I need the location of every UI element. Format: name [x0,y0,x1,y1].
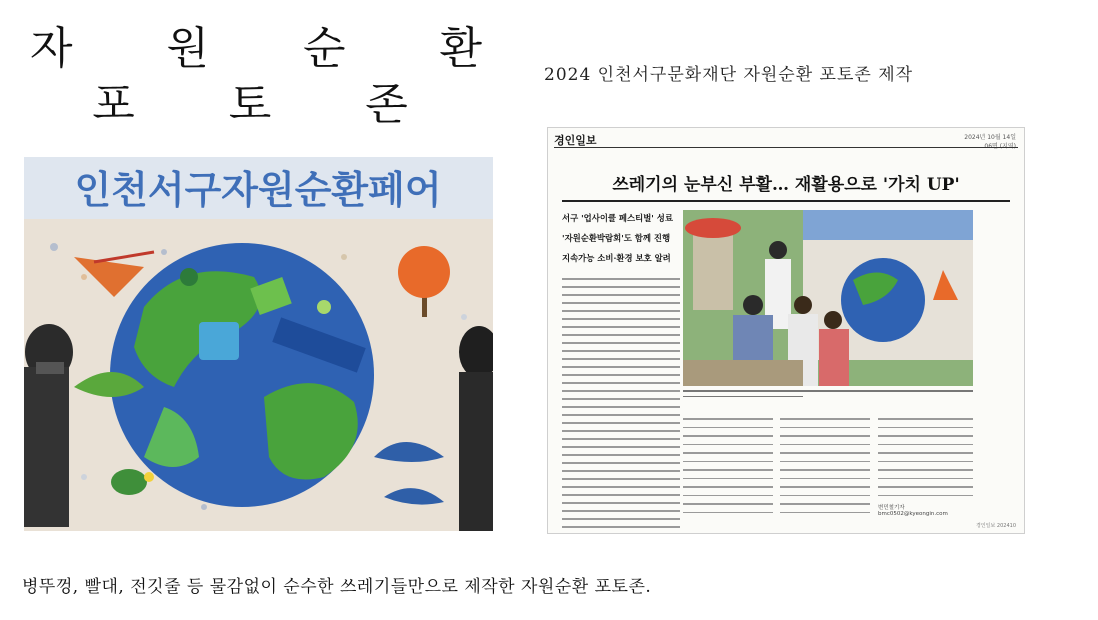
newspaper-clipping [547,127,1025,534]
mosaic-banner-text: 인천서구자원순환페어 [74,168,442,212]
subhead: 지속가능 소비·환경 보호 알려 [562,253,671,263]
article-body-column [780,418,870,520]
article-column-text [562,278,680,534]
subtitle: 2024 인천서구문화재단 자원순환 포토존 제작 [544,65,914,85]
newspaper-date: 2024년 10월 14일 06면 (지역) [964,134,1016,150]
newspaper-photo-illustration [683,210,973,386]
article-body-column [683,418,773,520]
article-body-column [878,418,973,517]
photo-caption: 병뚜껑, 빨대, 전깃줄 등 물감없이 순수한 쓰레기들만으로 제작한 자원순환 포토존. [22,577,652,597]
subhead: '자원순환박람회'도 함께 진행 [562,233,671,243]
newspaper-name: 경인일보 [554,134,597,147]
title-line-1: 자 원 순 환 [30,23,522,74]
subhead: 서구 '업사이클 페스티벌' 성료 [562,213,673,223]
title-line-2: 포 토 존 [92,79,448,130]
mosaic-illustration [24,157,493,531]
newspaper-subheads [562,208,680,268]
headline-rule [562,200,1010,202]
article-byline: 변민철기자 bmc0502@kyeongin.com [878,505,948,517]
newspaper-photo-caption [683,390,983,403]
newspaper-headline: 쓰레기의 눈부신 부활… 재활용으로 '가치 UP' [612,175,960,195]
newspaper-foot: 경인일보 202410 [976,523,1016,529]
newspaper-photo [683,210,973,386]
newspaper-rule [554,147,1018,148]
mosaic-photo [24,157,493,531]
